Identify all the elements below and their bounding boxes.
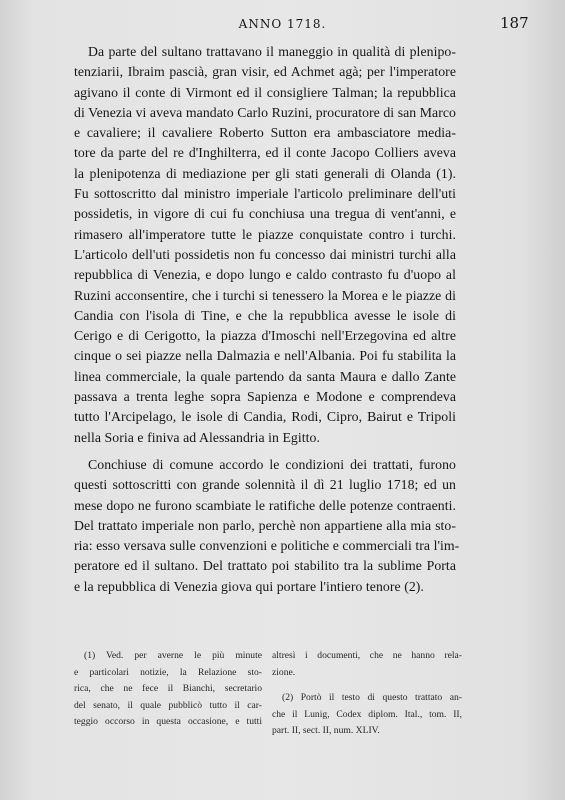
text-line: Ruzini acconsentire, che i turchi si tenessero la Morea e le piazze di [74, 287, 456, 303]
text-line: rimasero all'imperatore tutte le piazze conquistate contro i turchi. [74, 226, 456, 242]
text-line: tutto l'Arcipelago, le isole di Candia, Rodi, Cipro, Bairut e Tripoli [74, 409, 456, 425]
text-line: L'articolo dell'uti possidetis non fu concesso dai ministri turchi alla [74, 246, 456, 262]
text-line: la plenipotenza di mediazione per gli stati generali di Olanda (1). [74, 165, 456, 181]
text-line: repubblica di Venezia, e dopo lungo e caldo contrasto fu d'uopo al [74, 267, 456, 283]
footnotes-right-column [272, 648, 462, 740]
text-line: rica, che ne fece il Bianchi, secretario [74, 683, 262, 694]
paragraph-1 [74, 42, 456, 448]
footnotes-left-column [74, 648, 262, 731]
text-line: possidetis, in vigore di cui fu conchiusa una tregua di vent'anni, e [74, 206, 456, 222]
page-number: 187 [500, 14, 529, 32]
text-line: (1) Ved. per averne le più minute [84, 650, 262, 661]
text-line: che il Lunig, Codex diplom. Ital., tom. II, [272, 708, 462, 720]
text-line: Da parte del sultano trattavano il maneggio in qualità di plenipo- [88, 44, 456, 59]
text-line: (2) Portò il testo di questo trattato an- [282, 692, 462, 703]
text-line: Cerigo e di Cerigotto, la piazza d'Imoschi nell'Erzegovina ed altre [74, 328, 456, 344]
text-line: questi sottoscritti con grande solennità il dì 21 luglio 1718; ed un [74, 477, 456, 493]
text-line: e cavaliere; il cavaliere Roberto Sutton era ambasciatore media- [74, 125, 456, 141]
text-line: e particolari notizie, la Relazione sto- [74, 666, 262, 678]
text-line: Conchiuse di comune accordo le condizioni dei trattati, furono [88, 456, 456, 472]
text-line: part. II, sect. II, num. XLIV. [272, 725, 380, 736]
text-line: linea commerciale, la quale partendo da santa Maura e dallo Zante [74, 368, 456, 384]
text-line: Fu sottoscritto dal ministro imperiale l'articolo preliminare dell'uti [74, 186, 456, 202]
text-line: mese dopo ne furono scambiate le ratifiche delle potenze contraenti. [74, 497, 456, 513]
footnote-1-continuation [272, 648, 462, 681]
text-line: agivano il conte di Virmont ed il consigliere Talman; la repubblica [74, 84, 456, 100]
text-line: del senato, il quale pubblicò tutto il car- [74, 699, 262, 711]
text-line: Candia con l'isola di Tine, e che la repubblica avesse le isole di [74, 307, 456, 323]
footnote-2 [272, 690, 462, 740]
running-header: ANNO 1718. [238, 17, 327, 31]
text-line: di Venezia vi aveva mandato Carlo Ruzini, procuratore di san Marco [74, 104, 456, 120]
text-line: zione. [272, 666, 296, 678]
text-line: peratore ed il sultano. Del trattato poi stabilito tra la sublime Porta [74, 558, 456, 574]
text-line: tenziarii, Ibraim pascià, gran visir, ed Achmet agà; per l'imperatore [74, 64, 456, 80]
text-line: nella Soria e finiva ad Alessandria in Egitto. [74, 429, 320, 445]
text-line: e la repubblica di Venezia giova qui portare l'intiero tenore (2). [74, 578, 424, 594]
text-line: altresì i documenti, che ne hanno rela- [272, 650, 462, 661]
text-line: ria: esso versava sulle convenzioni e politiche e commerciali tra l'im- [74, 538, 460, 554]
text-line: cinque o sei piazze nella Dalmazia e nell'Albania. Poi fu stabilita la [74, 348, 456, 364]
main-text [74, 42, 460, 597]
text-line: passava a trenta leghe sopra Sapienza e Modone e comprendeva [74, 389, 456, 405]
text-line: Del trattato imperiale non parlo, perchè non appartiene alla mia sto- [74, 517, 456, 533]
paragraph-2 [74, 455, 460, 597]
text-line: tore da parte del re d'Inghilterra, ed il conte Jacopo Colliers aveva [74, 145, 456, 161]
text-line: teggio occorso in questa occasione, e tutti [74, 716, 262, 727]
